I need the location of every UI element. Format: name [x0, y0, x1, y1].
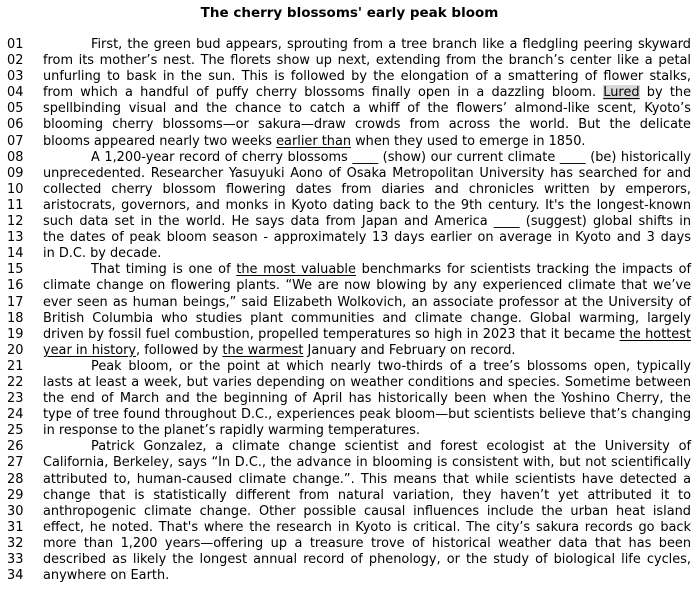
line-number: 17	[7, 294, 24, 310]
line-number: 14	[7, 246, 24, 262]
text-line	[0, 536, 699, 552]
line-text	[43, 198, 691, 214]
text-segment: January and February on record.	[303, 342, 516, 358]
text-segment: from which a handful of puffy cherry blossoms finally open in a dazzling bloom.	[43, 85, 604, 101]
line-text	[43, 375, 691, 391]
line-number: 04	[7, 85, 24, 101]
text-segment: when they used to emerge in 1850.	[351, 133, 586, 149]
text-line	[0, 455, 699, 471]
line-text	[43, 488, 691, 504]
line-number: 13	[7, 230, 24, 246]
text-line	[0, 182, 699, 198]
line-text	[43, 230, 691, 246]
text-line	[0, 375, 699, 391]
text-segment: lasts at least a week, but varies depending on weather conditions and species. Sometime between	[43, 374, 691, 390]
text-segment: benchmarks for scientists tracking the impacts of	[355, 262, 692, 278]
line-text	[43, 295, 691, 311]
line-text	[43, 455, 691, 471]
line-number: 18	[7, 310, 24, 326]
line-text	[43, 69, 691, 85]
text-line	[0, 504, 699, 520]
text-segment: A 1,200-year record of cherry blossoms ____ (show) our current climate ____ (be) historically	[91, 149, 691, 165]
line-number: 24	[7, 407, 24, 423]
text-segment: Peak bloom, or the point at which nearly two-thirds of a tree’s blossoms open, typically	[91, 358, 691, 374]
line-text	[43, 246, 691, 262]
text-segment: anthropogenic climate change. Other possible causal influences include the urban heat island	[43, 503, 691, 519]
text-segment: such data set in the world. He says data from Japan and America ____ (suggest) global shifts in	[43, 214, 691, 230]
line-text	[43, 520, 691, 536]
text-line	[0, 488, 699, 504]
line-number: 22	[7, 374, 24, 390]
line-number: 25	[7, 423, 24, 439]
numbered-text-body	[0, 37, 699, 584]
line-number: 33	[7, 552, 24, 567]
line-number: 12	[7, 214, 24, 230]
line-number: 30	[7, 503, 24, 519]
text-segment: collected cherry blossom flowering dates from diaries and chronicles written by emperors,	[43, 181, 691, 197]
underlined-phrase: the warmest	[222, 342, 304, 358]
line-text	[43, 327, 691, 343]
line-text	[43, 568, 691, 584]
line-text	[43, 278, 691, 294]
line-number: 06	[7, 117, 24, 133]
line-number: 07	[7, 133, 24, 149]
line-text	[43, 214, 691, 230]
text-line	[0, 472, 699, 488]
text-segment: Patrick Gonzalez, a climate change scientist and forest ecologist at the University of	[91, 439, 691, 455]
text-line	[0, 391, 699, 407]
text-line	[0, 69, 699, 85]
line-number: 32	[7, 535, 24, 551]
text-segment: anywhere on Earth.	[43, 568, 170, 584]
line-number: 03	[7, 69, 24, 85]
line-text	[43, 117, 691, 133]
text-line	[0, 85, 699, 101]
text-line	[0, 423, 699, 439]
text-line	[0, 295, 699, 311]
text-line	[0, 134, 699, 150]
text-segment: the dates of peak bloom season - approximately 13 days earlier on average in Kyoto and 3 days	[43, 230, 691, 246]
line-text	[43, 101, 691, 117]
text-segment: described as likely the longest annual record of phenology, or the study of biological life cycles,	[43, 552, 691, 567]
line-text	[43, 134, 691, 150]
underlined-phrase: year in history	[43, 342, 137, 358]
line-text	[43, 536, 691, 552]
line-number: 08	[7, 149, 24, 165]
text-segment: by the	[639, 85, 691, 101]
text-line	[0, 101, 699, 117]
text-segment: change that is statistically different from natural variation, they haven’t yet attributed it to	[43, 487, 691, 503]
line-text	[43, 85, 691, 101]
text-line	[0, 150, 699, 166]
line-number: 31	[7, 519, 24, 535]
text-line	[0, 343, 699, 359]
line-number: 21	[7, 358, 24, 374]
line-number: 28	[7, 471, 24, 487]
text-segment: in response to the planet’s rapidly warming temperatures.	[43, 423, 420, 439]
text-segment: type of tree found throughout D.C., experiences peak bloom—but scientists believe that’s changing	[43, 407, 691, 423]
line-number: 09	[7, 165, 24, 181]
line-number: 20	[7, 342, 24, 358]
text-segment: blooms appeared nearly two weeks	[43, 133, 277, 149]
line-number: 05	[7, 101, 24, 117]
text-line	[0, 439, 699, 455]
text-line	[0, 246, 699, 262]
text-line	[0, 214, 699, 230]
text-segment: unfurling to bask in the sun. This is followed by the elongation of a smattering of flower stalks,	[43, 69, 691, 85]
text-segment: First, the green bud appears, sprouting from a tree branch like a fledgling peering skyward	[91, 37, 691, 52]
line-text	[43, 182, 691, 198]
line-text	[43, 262, 691, 278]
text-line	[0, 520, 699, 536]
line-text	[43, 311, 691, 327]
text-line	[0, 552, 699, 568]
text-line	[0, 262, 699, 278]
line-number: 27	[7, 455, 24, 471]
line-text	[43, 407, 691, 423]
text-segment: in D.C. by decade.	[43, 246, 162, 262]
text-line	[0, 198, 699, 214]
line-number: 02	[7, 53, 24, 69]
underlined-phrase: earlier than	[276, 133, 352, 149]
text-segment: effect, he noted. That's where the research in Kyoto is critical. The city’s sakura records go back	[43, 519, 691, 535]
line-text	[43, 552, 691, 568]
text-segment: blooming cherry blossoms—or sakura—draw crowds from across the world. But the delicate	[43, 117, 691, 133]
text-segment: British Columbia who studies plant communities and climate change. Global warming, largely	[43, 310, 691, 326]
text-segment: California, Berkeley, says “In D.C., the advance in blooming is consistent with, but not scientifically	[43, 455, 691, 471]
line-text	[43, 150, 691, 166]
text-line	[0, 327, 699, 343]
text-segment: That timing is one of	[91, 262, 237, 278]
text-line	[0, 230, 699, 246]
document-title: The cherry blossoms' early peak bloom	[200, 5, 499, 21]
line-number: 11	[7, 197, 24, 213]
line-number: 15	[7, 262, 24, 278]
text-line	[0, 568, 699, 584]
line-text	[43, 343, 691, 359]
line-number: 26	[7, 439, 24, 455]
line-number: 01	[7, 37, 24, 52]
line-number: 10	[7, 181, 24, 197]
text-segment: driven by fossil fuel combustion, propelled temperatures so high in 2023 that it became	[43, 326, 620, 342]
underlined-phrase: the most valuable	[236, 262, 356, 278]
text-segment: aristocrats, governors, and monks in Kyoto dating back to the 9th century. It's the longest-known	[43, 197, 691, 213]
text-segment: ever seen as human beings,” said Elizabeth Wolkovich, an associate professor at the University of	[43, 294, 691, 310]
line-text	[43, 359, 691, 375]
text-segment: climate change on flowering plants. “We are now blowing by any experienced climate that we’ve	[43, 278, 691, 294]
line-text	[43, 504, 691, 520]
underlined-phrase: the hottest	[619, 326, 692, 342]
text-segment: more than 1,200 years—offering up a treasure trove of historical weather data that has been	[43, 535, 691, 551]
line-text	[43, 472, 691, 488]
text-line	[0, 359, 699, 375]
text-segment: the end of March and the beginning of April has historically been when the Yoshino Cherry, the	[43, 391, 691, 407]
text-segment: unprecedented. Researcher Yasuyuki Aono of Osaka Metropolitan University has searched for and	[43, 165, 691, 181]
line-text	[43, 166, 691, 182]
text-line	[0, 53, 699, 69]
text-segment: from its mother’s nest. The florets show up next, extending from the branch’s center like a petal	[43, 53, 691, 69]
line-text	[43, 423, 691, 439]
text-segment: , followed by	[136, 342, 223, 358]
line-text	[43, 37, 691, 53]
line-text	[43, 391, 691, 407]
text-line	[0, 166, 699, 182]
line-text	[43, 53, 691, 69]
line-number: 34	[7, 568, 24, 584]
text-segment: spellbinding visual and the chance to catch a whiff of the flowers’ almond-like scent, Kyoto’s	[43, 101, 691, 117]
line-number: 23	[7, 391, 24, 407]
text-segment: attributed to, human-caused climate change.”. This means that while scientists have detected a	[43, 471, 691, 487]
text-line	[0, 278, 699, 294]
text-line	[0, 117, 699, 133]
highlighted-word: Lured	[603, 85, 640, 101]
line-text	[43, 439, 691, 455]
text-line	[0, 311, 699, 327]
line-number: 19	[7, 326, 24, 342]
text-line	[0, 37, 699, 53]
line-number: 29	[7, 487, 24, 503]
line-number: 16	[7, 278, 24, 294]
text-line	[0, 407, 699, 423]
